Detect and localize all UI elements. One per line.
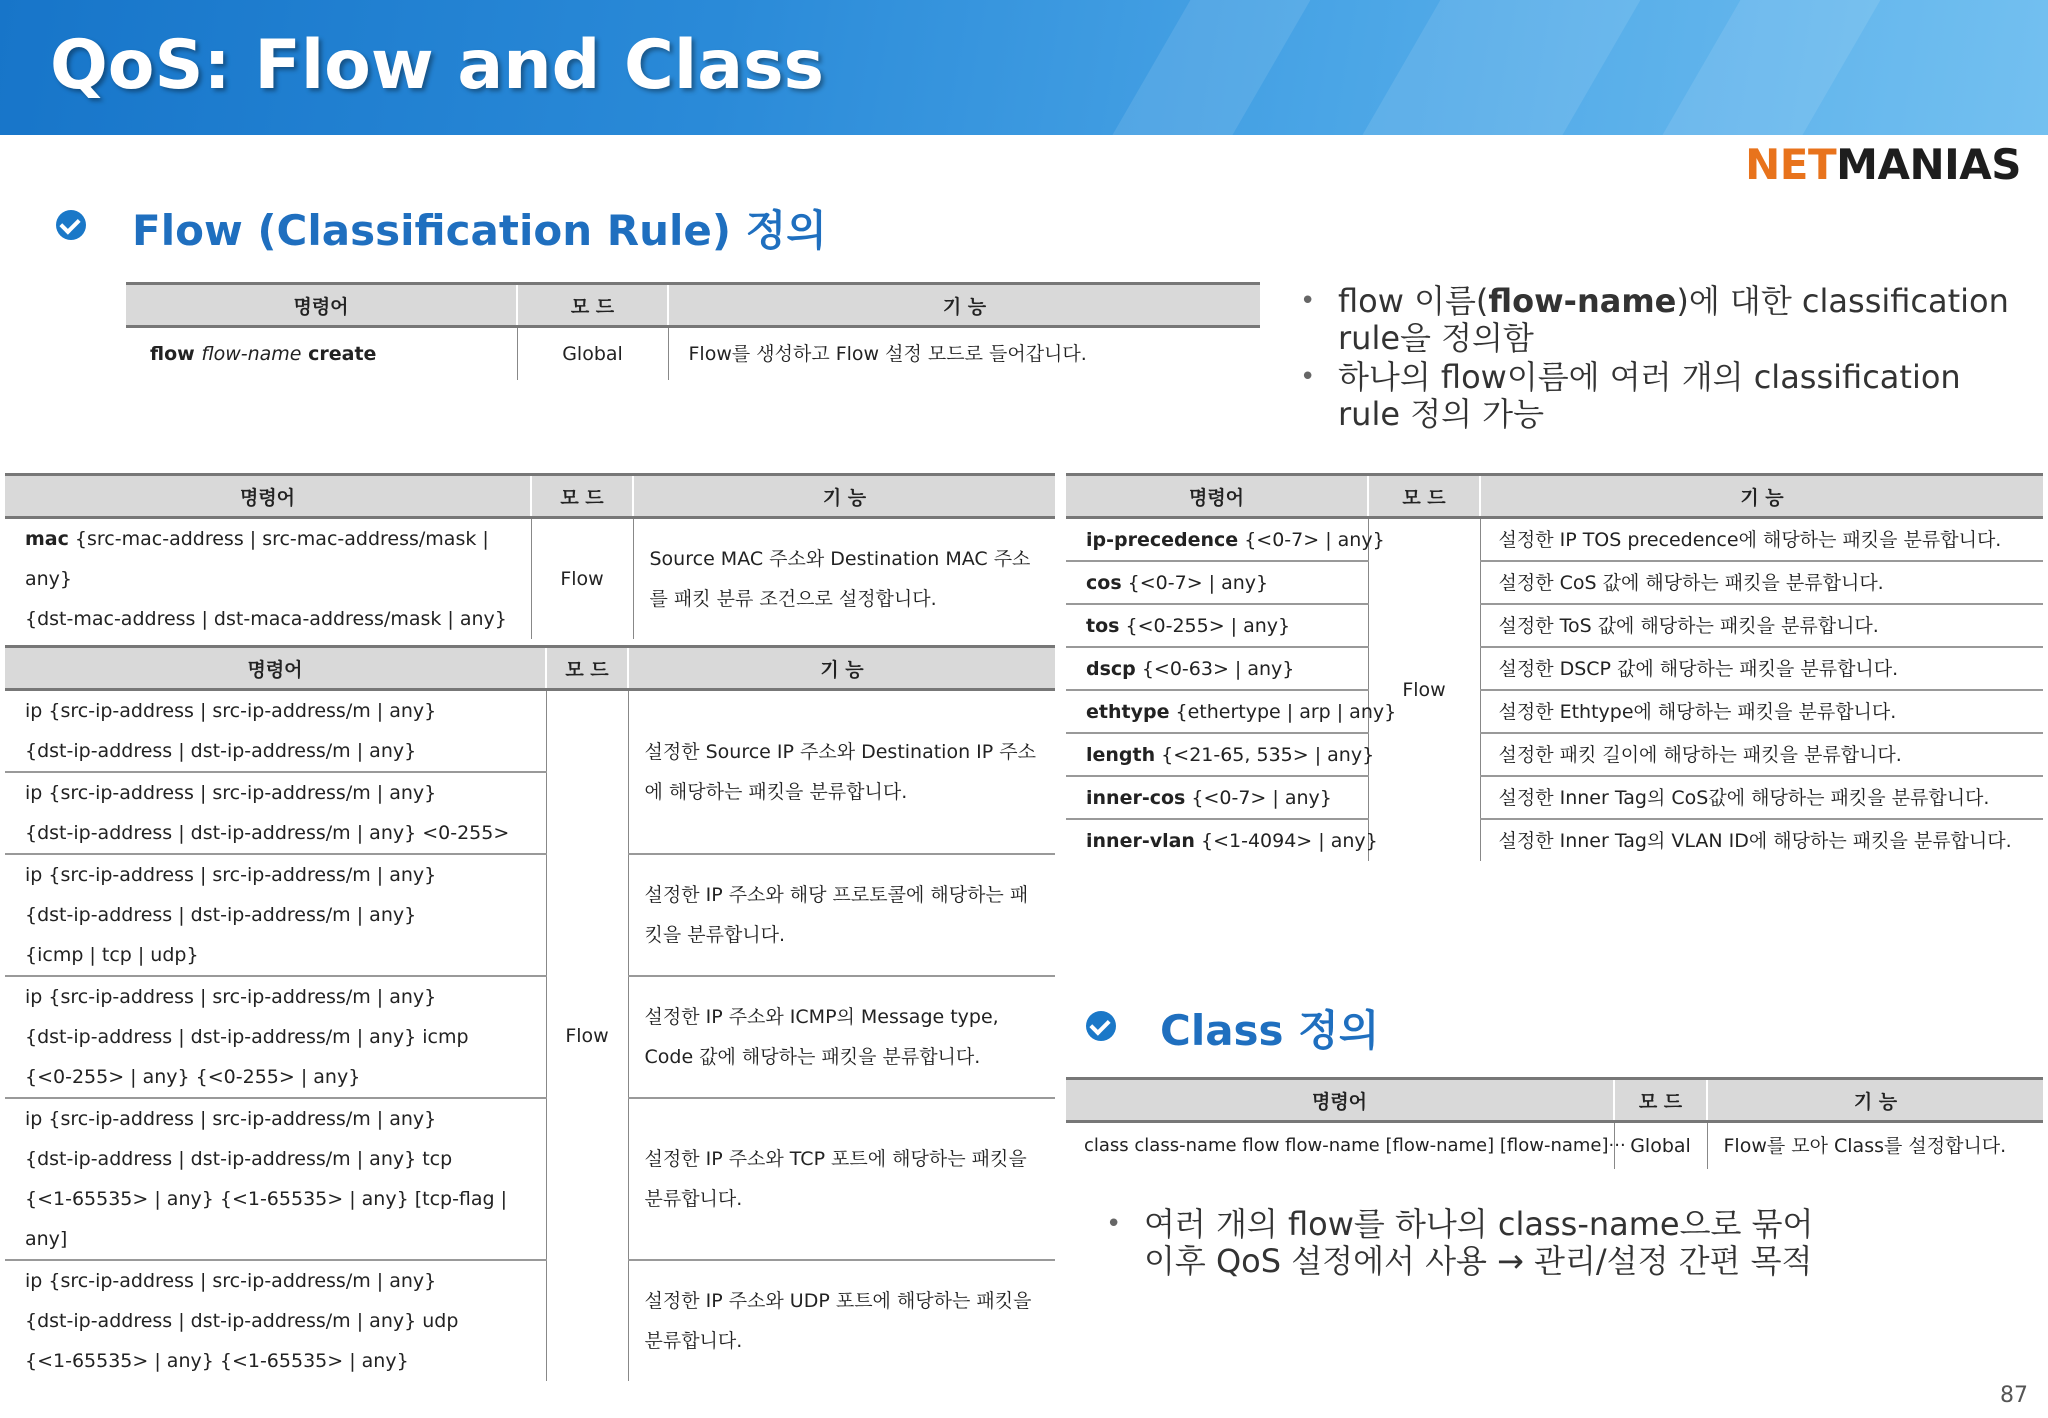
col-header-command: 명령어 [1066, 1079, 1614, 1122]
table-row: inner-vlan {<1-4094> | any} [1086, 829, 1378, 852]
function-cell: 설정한 CoS 값에 해당하는 패킷을 분류합니다. [1480, 561, 2043, 604]
col-header-command: 명령어 [126, 284, 517, 327]
mac-table [5, 473, 1055, 639]
netmanias-logo: NETMANIAS [1745, 140, 2021, 189]
col-header-function: 기 능 [1707, 1079, 2043, 1122]
function-cell: 설정한 IP TOS precedence에 해당하는 패킷을 분류합니다. [1480, 518, 2043, 562]
function-cell: 설정한 Source IP 주소와 Destination IP 주소에 해당하는 패킷을 분류합니다. [628, 690, 1055, 855]
list-item: • 하나의 flow이름에 여러 개의 classification rule 정의 가능 [1300, 359, 2030, 433]
col-header-function: 기 능 [633, 475, 1055, 518]
table-row: cos {<0-7> | any} [1066, 561, 1368, 604]
col-header-mode: 모 드 [517, 284, 668, 327]
table-row: ip {src-ip-address | src-ip-address/m | any} {dst-ip-address | dst-ip-address/m | any} {icmp | tcp | udp} [5, 854, 546, 976]
class-table [1066, 1077, 2043, 1169]
check-circle-icon [56, 210, 86, 240]
command-cell: class class-name flow flow-name [flow-name] [flow-name]··· [1084, 1135, 1626, 1156]
table-row: dscp {<0-63> | any} [1066, 647, 1368, 690]
function-cell: 설정한 패킷 길이에 해당하는 패킷을 분류합니다. [1480, 733, 2043, 776]
page-number: 87 [2000, 1383, 2028, 1408]
mode-cell: Flow [546, 690, 628, 1382]
function-cell: 설정한 Inner Tag의 CoS값에 해당하는 패킷을 분류합니다. [1480, 776, 2043, 819]
function-cell: 설정한 DSCP 값에 해당하는 패킷을 분류합니다. [1480, 647, 2043, 690]
col-header-command: 명령어 [5, 647, 546, 690]
col-header-command: 명령어 [1066, 475, 1368, 518]
mode-cell: Global [1614, 1122, 1707, 1170]
function-cell: 설정한 ToS 값에 해당하는 패킷을 분류합니다. [1480, 604, 2043, 647]
flow-bullets [1300, 283, 2030, 435]
table-row: length {<21-65, 535> | any} [1066, 733, 1368, 776]
title-banner [0, 0, 2048, 135]
col-header-command: 명령어 [5, 475, 531, 518]
table-row: inner-cos {<0-7> | any} [1066, 776, 1368, 819]
list-item: • 여러 개의 flow를 하나의 class-name으로 묶어 이후 QoS 설정에서 사용 → 관리/설정 간편 목적 [1106, 1206, 2006, 1280]
mode-cell: Flow [531, 518, 633, 640]
col-header-mode: 모 드 [1614, 1079, 1707, 1122]
flow-section-heading: Flow (Classification Rule) 정의 [132, 206, 827, 255]
command-cell: flow flow-name create [150, 343, 377, 365]
function-cell: 설정한 IP 주소와 ICMP의 Message type, Code 값에 해당하는 패킷을 분류합니다. [628, 976, 1055, 1098]
col-header-function: 기 능 [628, 647, 1055, 690]
command-cell: mac {src-mac-address | src-mac-address/mask | any} {dst-mac-address | dst-maca-address/mask | any} [25, 528, 507, 630]
function-cell: 설정한 IP 주소와 해당 프로토콜에 해당하는 패킷을 분류합니다. [628, 854, 1055, 976]
table-row: ip {src-ip-address | src-ip-address/m | any} {dst-ip-address | dst-ip-address/m | any} tcp {<1-65535> | any} {<1-65535> | any} [tcp-flag | any] [5, 1098, 546, 1260]
table-row: ip {src-ip-address | src-ip-address/m | any} {dst-ip-address | dst-ip-address/m | any} [5, 690, 546, 773]
mode-cell: Flow [1368, 518, 1480, 862]
function-cell: 설정한 IP 주소와 TCP 포트에 해당하는 패킷을 분류합니다. [628, 1098, 1055, 1260]
table-row: ip {src-ip-address | src-ip-address/m | any} {dst-ip-address | dst-ip-address/m | any} <0-255> [5, 772, 546, 854]
flow-options-table [1066, 473, 2043, 861]
col-header-function: 기 능 [1480, 475, 2043, 518]
col-header-function: 기 능 [668, 284, 1260, 327]
class-bullets [1106, 1206, 2006, 1282]
function-cell: Source MAC 주소와 Destination MAC 주소를 패킷 분류 조건으로 설정합니다. [633, 518, 1055, 640]
table-row: ip {src-ip-address | src-ip-address/m | any} {dst-ip-address | dst-ip-address/m | any} udp {<1-65535> | any} {<1-65535> | any} [25, 1270, 459, 1372]
table-row: tos {<0-255> | any} [1066, 604, 1368, 647]
check-circle-icon [1086, 1011, 1116, 1041]
mode-cell: Global [517, 327, 668, 381]
function-cell: 설정한 Ethtype에 해당하는 패킷을 분류합니다. [1480, 690, 2043, 733]
slide-title: QoS: Flow and Class [50, 26, 825, 105]
class-section-heading: Class 정의 [1160, 1006, 1380, 1055]
col-header-mode: 모 드 [1368, 475, 1480, 518]
flow-create-table [126, 282, 1260, 380]
ip-table [5, 645, 1055, 1381]
function-cell: Flow를 생성하고 Flow 설정 모드로 들어갑니다. [668, 327, 1260, 381]
col-header-mode: 모 드 [531, 475, 633, 518]
table-row: ethtype {ethertype | arp | any} [1066, 690, 1368, 733]
function-cell: Flow를 모아 Class를 설정합니다. [1707, 1122, 2043, 1170]
function-cell: 설정한 Inner Tag의 VLAN ID에 해당하는 패킷을 분류합니다. [1480, 819, 2043, 861]
table-row: ip-precedence {<0-7> | any} [1066, 518, 1368, 562]
list-item: • flow 이름(flow-name)에 대한 classification rule을 정의함 [1300, 283, 2030, 357]
table-row: ip {src-ip-address | src-ip-address/m | any} {dst-ip-address | dst-ip-address/m | any} icmp {<0-255> | any} {<0-255> | any} [5, 976, 546, 1098]
function-cell: 설정한 IP 주소와 UDP 포트에 해당하는 패킷을 분류합니다. [628, 1260, 1055, 1381]
col-header-mode: 모 드 [546, 647, 628, 690]
